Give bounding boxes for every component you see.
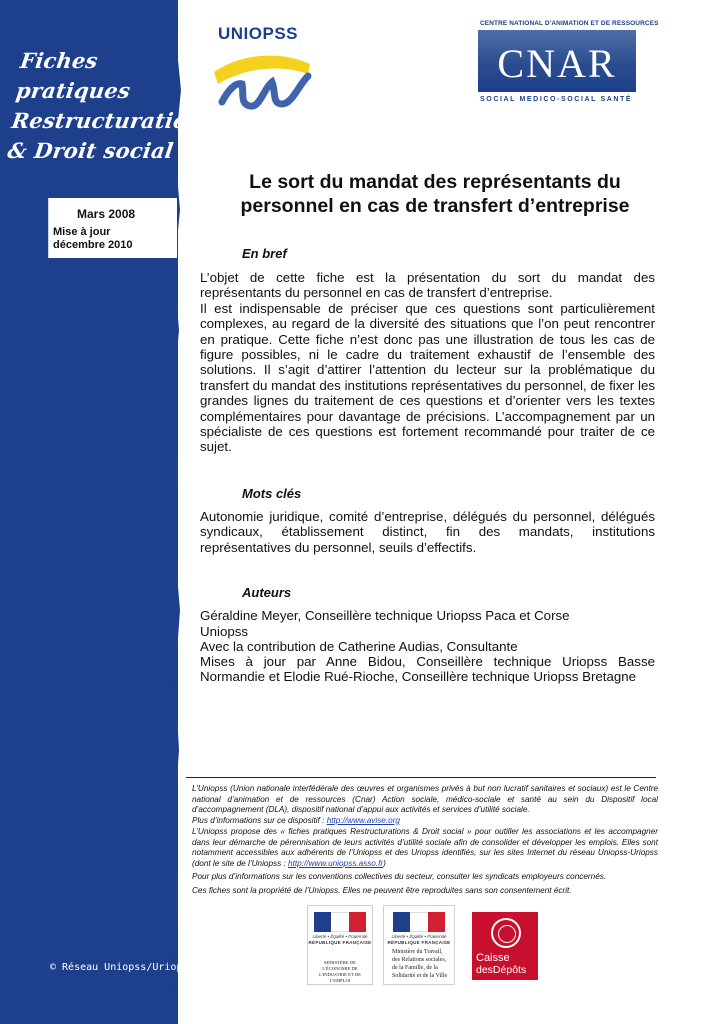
text-line: solutions. Il s’agit d’attirer l’attention du lecteur sur la problématique du bbox=[200, 362, 655, 378]
page-title bbox=[200, 170, 670, 218]
text-line: sujet. bbox=[200, 439, 232, 455]
en-bref-paragraph bbox=[200, 270, 655, 455]
text-line: figure possibles, ni le cadre du traitement exhaustif de l’ensemble des bbox=[200, 347, 655, 363]
cnar-tagline: CENTRE NATIONAL D'ANIMATION ET DE RESSOURCES bbox=[480, 20, 659, 27]
footnote-conventions: Pour plus d’informations sur les conventions collectives du secteur, consulter les syndicats employeurs concernés. bbox=[192, 872, 607, 881]
ministry-name bbox=[392, 948, 448, 980]
series-title bbox=[5, 46, 217, 166]
french-flag-icon bbox=[314, 912, 366, 932]
ministry-line: de la Famille, de la bbox=[392, 965, 438, 971]
text-line: Il est indispensable de préciser que ces questions sont particulièrement bbox=[200, 300, 655, 316]
republic-motto: Liberté • Égalité • Fraternité bbox=[391, 934, 447, 939]
caisse-des-depots-logo bbox=[472, 912, 538, 980]
footnote-text: L’Uniopss propose des « fiches pratiques Restructurations & Droit social » pour outiller les associations et les accompagner dans leur démarche de pérennisation de leurs activités d’utilité sociale afin de consolider et développer les emplois. Elles sont notamment accessibles aux adhérents de l’Uniopss et des Uriopss identifiés, sur les sites Internet du réseau Uniopss-Uriopss (dont le site de l’Uniopss : bbox=[192, 827, 658, 868]
republic-name: RÉPUBLIQUE FRANÇAISE bbox=[308, 940, 372, 945]
series-title-line: Restructurations bbox=[10, 108, 217, 133]
ministry-line: Solidarité et de la Ville bbox=[392, 973, 448, 979]
publication-date: Mars 2008 bbox=[77, 207, 136, 221]
series-title-line: pratiques bbox=[14, 78, 132, 103]
ministry-line: des Relations sociales, bbox=[392, 957, 447, 963]
republic-motto: Liberté • Égalité • Fraternité bbox=[312, 934, 368, 939]
text-line: L’objet de cette fiche est la présentation du sort du mandat des bbox=[200, 270, 655, 285]
text-line: Mises à jour par Anne Bidou, Conseillère technique Uriopss Basse bbox=[200, 654, 655, 669]
footnote-text: Plus d’informations sur ce dispositif : bbox=[192, 815, 327, 825]
copyright: © Réseau Uniopss/Uriopss bbox=[50, 962, 195, 973]
section-heading-en-bref: En bref bbox=[242, 246, 287, 261]
footnote-fiches bbox=[192, 827, 658, 869]
update-date: décembre 2010 bbox=[53, 239, 133, 251]
update-label: Mise à jour bbox=[53, 226, 111, 238]
series-title-line: & Droit social bbox=[5, 138, 176, 163]
text-line: Autonomie juridique, comité d’entreprise, délégués du personnel, délégués bbox=[200, 509, 655, 524]
author-line: Avec la contribution de Catherine Audias, Consultante bbox=[200, 639, 518, 654]
footnote-property: Ces fiches sont la propriété de l’Uniopss. Elles ne peuvent être reproduites sans son consentement écrit. bbox=[192, 886, 572, 895]
uniopss-logo-mark bbox=[210, 24, 314, 124]
text-line: représentants du personnel en cas de transfert d’entreprise. bbox=[200, 285, 553, 301]
ministry-line: Ministère du Travail, bbox=[392, 949, 443, 955]
uniopss-logo-text: UNIOPSS bbox=[218, 24, 299, 43]
ministry-economy-logo bbox=[307, 905, 373, 985]
text-line: représentatives du personnel, seuils d’effectifs. bbox=[200, 539, 477, 555]
seal-icon bbox=[491, 918, 521, 948]
section-heading-mots-cles: Mots clés bbox=[242, 486, 302, 501]
cdc-text: Caisse bbox=[476, 952, 510, 964]
avise-link[interactable]: http://www.avise.org bbox=[326, 815, 400, 825]
text-line: en pratique. Cette fiche n’est donc pas une illustration de tous les cas de bbox=[200, 331, 655, 347]
text-line: grandes lignes du traitement de ces questions et d’orienter vers les textes bbox=[200, 393, 655, 409]
text-line: complexes, au regard de la diversité des situations que l’on peut rencontrer bbox=[200, 316, 655, 332]
cnar-sectors: SOCIAL MEDICO-SOCIAL SANTÉ bbox=[480, 96, 633, 103]
page-title-line: Le sort du mandat des représentants du bbox=[249, 171, 621, 193]
ministry-labour-logo bbox=[383, 905, 455, 985]
section-heading-auteurs: Auteurs bbox=[242, 585, 292, 600]
footnote-cnar bbox=[192, 784, 658, 826]
page-title-line: personnel en cas de transfert d’entreprise bbox=[240, 195, 630, 217]
text-line: Normandie et Elodie Rué-Rioche, Conseillère technique Uriopss Bretagne bbox=[200, 669, 637, 685]
uniopss-logo bbox=[210, 24, 314, 124]
ministry-name: MINISTÈRE DE L'ÉCONOMIE DE L'INDUSTRIE ET DE L'EMPLOI bbox=[319, 960, 361, 983]
footnote-text: L’Uniopss (Union nationale interfédérale des œuvres et organismes privés à but non lucratif sanitaires et sociaux) est le Centre national d’animation et de ressources (Cnar) Action sociale, médico-sociale et santé au sein du Dispositif local d’accompagnement (DLA), dispositif national d’appui aux activités et services d’utilité sociale. bbox=[192, 784, 658, 814]
text-line: syndicaux, établissement distinct, fin des mandats, institutions bbox=[200, 524, 655, 540]
cnar-name: CNAR bbox=[497, 41, 617, 86]
date-box bbox=[48, 198, 177, 258]
french-flag-icon bbox=[393, 912, 445, 932]
mots-cles-paragraph bbox=[200, 509, 655, 555]
cnar-logo bbox=[478, 20, 659, 104]
text-line: spécialiste de ces questions est fortement recommandé pour traiter de ce bbox=[200, 424, 655, 440]
text-line: transfert du mandat des institutions représentatives du personnel, de fixer les bbox=[200, 377, 655, 393]
updates-paragraph bbox=[200, 654, 655, 685]
author-line: Uniopss bbox=[200, 624, 249, 639]
author-line: Géraldine Meyer, Conseillère technique Uriopss Paca et Corse bbox=[200, 608, 570, 623]
cnar-box bbox=[478, 30, 636, 92]
uniopss-link[interactable]: http://www.uniopss.asso.fr bbox=[288, 858, 384, 868]
footnote-text: ) bbox=[383, 858, 386, 868]
footer-divider bbox=[186, 777, 656, 778]
series-title-line: Fiches bbox=[18, 48, 100, 73]
cdc-text: desDépôts bbox=[476, 964, 527, 976]
text-line: complémentaires pour davantage de précisions. L’accompagnement par un bbox=[200, 408, 655, 424]
republic-name: RÉPUBLIQUE FRANÇAISE bbox=[387, 940, 451, 945]
